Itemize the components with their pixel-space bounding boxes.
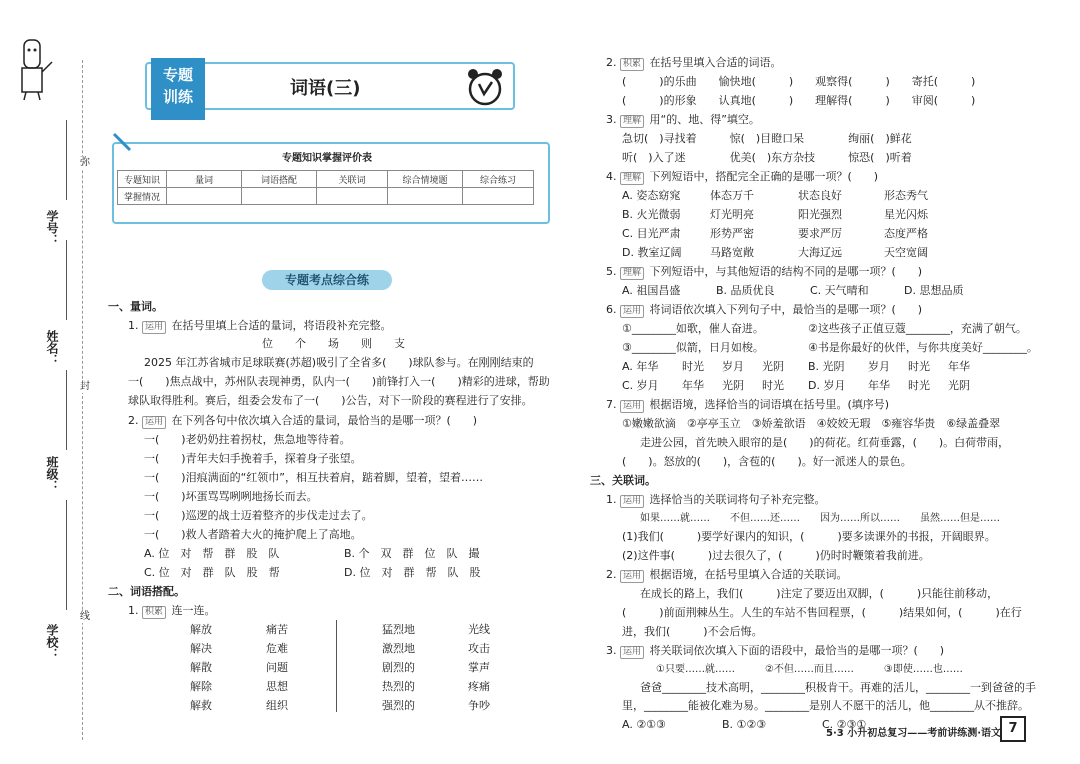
s2-q1 <box>128 604 216 619</box>
s1-q1-line: 2025 年江苏省城市足球联赛(苏超)吸引了全省多( )球队参与。在刚刚结束的 <box>144 356 534 369</box>
page-number: 7 <box>1000 716 1026 742</box>
q-num: 1. <box>606 493 617 506</box>
student-id-field[interactable] <box>66 120 67 200</box>
footer-text: 5·3 小升初总复习——考前讲练测·语文 <box>826 728 1001 739</box>
s2-q4 <box>606 170 878 185</box>
s2-q7 <box>606 398 889 413</box>
opt-cell: 光阴 <box>722 379 744 392</box>
eval-cell: 综合练习 <box>463 171 534 188</box>
q-tag: 运用 <box>142 416 166 429</box>
s2-q2-line: ( )的形象 认真地( ) 理解得( ) 审阅( ) <box>622 94 976 107</box>
match-word[interactable]: 危难 <box>266 642 288 655</box>
opt-cell: A. 姿态窈窕 <box>622 189 681 202</box>
s2-q2-line: ( )的乐曲 愉快地( ) 观察得( ) 寄托( ) <box>622 75 976 88</box>
q-text: 连一连。 <box>171 604 216 617</box>
option-a[interactable]: A. 祖国昌盛 <box>622 284 681 297</box>
opt-cell: 形势严密 <box>710 227 754 240</box>
s2-q3-line: 急切( )寻找着 惊( )目瞪口呆 绚丽( )鲜花 <box>622 132 912 145</box>
option-a[interactable]: A. ②①③ <box>622 718 666 731</box>
eval-cell: 掌握情况 <box>118 188 167 205</box>
match-word[interactable]: 猛烈地 <box>382 623 415 636</box>
q-num: 1. <box>128 604 139 617</box>
opt-cell: 光阴 <box>762 360 784 373</box>
eval-table-title: 专题知识掌握评价表 <box>282 153 372 164</box>
badge-line1: 专题 <box>162 66 193 84</box>
eval-cell: 专题知识 <box>118 171 167 188</box>
s1-q1-words: 位 个 场 则 支 <box>262 337 405 350</box>
match-word[interactable]: 解决 <box>190 642 212 655</box>
match-word[interactable]: 光线 <box>468 623 490 636</box>
s2-q7-line: ( )。怒放的( )，含苞的( )。好一派迷人的景色。 <box>622 455 912 468</box>
q-text: 在括号里填入合适的词语。 <box>649 56 782 69</box>
opt-cell: 大海辽远 <box>798 246 842 259</box>
q-tag: 理解 <box>620 115 644 128</box>
option-d[interactable] <box>808 379 970 393</box>
s2-q5-options <box>622 284 963 298</box>
school-label: 学校： <box>45 624 59 660</box>
s2-q2 <box>606 56 782 71</box>
opt-cell: 时光 <box>682 360 704 373</box>
opt-cell: 阳光强烈 <box>798 208 842 221</box>
q-num: 7. <box>606 398 617 411</box>
mascot-icon <box>14 36 54 102</box>
opt-cell: 状态良好 <box>798 189 842 202</box>
s1-q2-line: 一( )青年夫妇手挽着手，探着身子张望。 <box>144 452 362 465</box>
opt-cell: 年华 <box>868 379 890 392</box>
eval-input[interactable] <box>242 188 317 205</box>
q-text: 根据语境，选择恰当的词语填在括号里。(填序号) <box>649 398 890 411</box>
q-num: 3. <box>606 113 617 126</box>
q-tag: 运用 <box>620 495 644 508</box>
s3-q1 <box>606 493 826 508</box>
opt-cell: 年华 <box>682 379 704 392</box>
opt-cell: 天空宽阔 <box>884 246 928 259</box>
option-c[interactable]: C. 天气晴和 <box>810 284 869 297</box>
q-tag: 积累 <box>620 58 644 71</box>
eval-input[interactable] <box>463 188 534 205</box>
student-id-label: 学号： <box>45 210 59 246</box>
option-b[interactable]: B. ①②③ <box>722 718 767 731</box>
q-text: 选择恰当的关联词将句子补充完整。 <box>649 493 826 506</box>
q-tag: 理解 <box>620 172 644 185</box>
opt-cell: D. 教室辽阔 <box>622 246 682 259</box>
match-word[interactable]: 解散 <box>190 661 212 674</box>
opt-cell: C. 岁月 <box>622 379 659 392</box>
s2-q6-sentence: ④书是你最好的伙伴，与你共度美好________。 <box>808 341 1038 354</box>
name-field[interactable] <box>66 240 67 320</box>
q-num: 2. <box>128 414 139 427</box>
match-word[interactable]: 热烈的 <box>382 680 415 693</box>
eval-cell: 关联词 <box>317 171 388 188</box>
opt-cell: 体态万千 <box>710 189 754 202</box>
match-word[interactable]: 问题 <box>266 661 288 674</box>
match-word[interactable]: 解放 <box>190 623 212 636</box>
s3-q3-line: 爸爸________技术高明，________积极肯干。再难的活儿，________一到爸爸的手 <box>640 681 1036 694</box>
s3-heading: 三、关联词。 <box>590 474 656 487</box>
match-word[interactable]: 掌声 <box>468 661 490 674</box>
s2-q3-line: 听( )入了迷 优美( )东方杂技 惊恐( )听着 <box>622 151 912 164</box>
match-divider <box>336 620 337 712</box>
match-word[interactable]: 解除 <box>190 680 212 693</box>
match-word[interactable]: 强烈的 <box>382 699 415 712</box>
opt-cell: C. 目光严肃 <box>622 227 681 240</box>
match-word[interactable]: 组织 <box>266 699 288 712</box>
opt-cell: 态度严格 <box>884 227 928 240</box>
s3-q2-line: ( )前面荆棘丛生。人生的车站不售回程票，( )结果如何，( )在行 <box>622 606 1022 619</box>
margin-mi: 弥 <box>80 157 90 168</box>
q-text: 根据语境，在括号里填入合适的关联词。 <box>649 568 848 581</box>
eval-input[interactable] <box>388 188 463 205</box>
eval-table <box>117 170 534 205</box>
match-word[interactable]: 争吵 <box>468 699 490 712</box>
class-field[interactable] <box>66 370 67 450</box>
class-label: 班级： <box>45 456 59 492</box>
s2-q6-sentence: ①________如歌，催人奋进。 <box>622 322 764 335</box>
opt-cell: 灯光明亮 <box>710 208 754 221</box>
opt-cell: 时光 <box>908 379 930 392</box>
opt-cell: 光阴 <box>948 379 970 392</box>
s1-q2-line: 一( )老奶奶拄着拐杖，焦急地等待着。 <box>144 433 351 446</box>
s3-q1-words: 如果……就…… 不但……还…… 因为……所以…… 虽然……但是…… <box>640 513 1000 524</box>
s2-q6-sentence: ③________似箭，日月如梭。 <box>622 341 764 354</box>
q-tag: 运用 <box>620 400 644 413</box>
option-a[interactable]: A. 位 对 帮 群 股 队 <box>144 547 280 560</box>
opt-cell: 岁月 <box>868 360 890 373</box>
section-banner: 专题考点综合练 <box>262 270 392 290</box>
q-tag: 运用 <box>620 570 644 583</box>
option-a[interactable] <box>622 189 928 203</box>
school-field[interactable] <box>66 500 67 610</box>
q-text: 在下列各句中依次填入合适的量词，最恰当的是哪一项？( ) <box>171 414 478 427</box>
q-tag: 运用 <box>620 646 644 659</box>
s1-q2 <box>128 414 477 429</box>
q-num: 5. <box>606 265 617 278</box>
alarm-clock-icon <box>464 66 506 112</box>
opt-cell: 时光 <box>908 360 930 373</box>
option-d[interactable] <box>622 246 928 260</box>
option-b[interactable]: B. 品质优良 <box>716 284 775 297</box>
option-c[interactable] <box>622 379 784 393</box>
option-d[interactable]: D. 位 对 群 帮 队 股 <box>344 566 481 579</box>
page-title: 词语(三) <box>290 78 361 99</box>
opt-cell: 时光 <box>762 379 784 392</box>
match-word[interactable]: 思想 <box>266 680 288 693</box>
option-a[interactable] <box>622 360 784 374</box>
opt-cell: 年华 <box>948 360 970 373</box>
q-num: 2. <box>606 56 617 69</box>
opt-cell: D. 岁月 <box>808 379 846 392</box>
match-word[interactable]: 攻击 <box>468 642 490 655</box>
match-word[interactable]: 痛苦 <box>266 623 288 636</box>
q-text: 将关联词依次填入下面的语段中，最恰当的是哪一项？( ) <box>649 644 945 657</box>
s1-q2-line: 一( )巡逻的战士迈着整齐的步伐走过去了。 <box>144 509 373 522</box>
q-num: 4. <box>606 170 617 183</box>
s1-q1 <box>128 319 392 334</box>
opt-cell: 形态秀气 <box>884 189 928 202</box>
eval-cell: 量词 <box>167 171 242 188</box>
q-tag: 理解 <box>620 267 644 280</box>
s1-heading: 一、量词。 <box>108 300 163 313</box>
q-num: 2. <box>606 568 617 581</box>
s2-q6 <box>606 303 922 318</box>
s3-q1-line: (2)这件事( )过去很久了，( )仍时时鞭策着我前进。 <box>622 549 930 562</box>
option-c[interactable]: C. 位 对 群 队 股 帮 <box>144 566 280 579</box>
s3-q3-line: 里，________能被化难为易。________是别人不愿干的活儿，他________从不推辞。 <box>622 699 1029 712</box>
q-num: 1. <box>128 319 139 332</box>
opt-cell: 星光闪烁 <box>884 208 928 221</box>
s1-q2-line: 一( )坏蛋骂骂咧咧地扬长而去。 <box>144 490 318 503</box>
q-text: 用“的、地、得”填空。 <box>649 113 760 126</box>
opt-cell: B. 火光微弱 <box>622 208 681 221</box>
q-text: 下列短语中，与其他短语的结构不同的是哪一项？( ) <box>649 265 923 278</box>
s3-q2-line: 进，我们( )不会后悔。 <box>622 625 763 638</box>
s3-q1-line: (1)我们( )要学好课内的知识，( )要多读课外的书报，开阔眼界。 <box>622 530 996 543</box>
s1-q1-line: 球队取得胜利。赛后，组委会发布了一( )公告，对下一阶段的赛程进行了安排。 <box>128 394 533 407</box>
q-text: 下列短语中，搭配完全正确的是哪一项？( ) <box>649 170 879 183</box>
eval-input[interactable] <box>317 188 388 205</box>
option-b[interactable] <box>622 208 928 222</box>
s1-q2-line: 一( )救人者踏着大火的掩护爬上了高地。 <box>144 528 362 541</box>
name-label: 姓名： <box>45 330 59 366</box>
match-word[interactable]: 疼痛 <box>468 680 490 693</box>
q-tag: 运用 <box>620 305 644 318</box>
match-word[interactable]: 激烈地 <box>382 642 415 655</box>
s2-heading: 二、词语搭配。 <box>108 585 185 598</box>
opt-cell: 要求严厉 <box>798 227 842 240</box>
badge-line2: 训练 <box>162 88 193 106</box>
margin-xian: 线 <box>80 611 90 622</box>
option-d[interactable]: D. 思想品质 <box>904 284 964 297</box>
option-b[interactable]: B. 个 双 群 位 队 撮 <box>344 547 480 560</box>
opt-cell: A. 年华 <box>622 360 659 373</box>
match-word[interactable]: 剧烈的 <box>382 661 415 674</box>
q-text: 将词语依次填入下列句子中，最恰当的是哪一项？( ) <box>649 303 923 316</box>
option-c[interactable] <box>622 227 928 241</box>
s2-q7-choices: ①嫩嫩欲滴 ②亭亭玉立 ③娇羞欲语 ④姣姣无瑕 ⑤雍容华贵 ⑥绿盖叠翠 <box>622 417 1001 430</box>
pin-icon <box>112 132 134 158</box>
s1-q2-line: 一( )泪痕满面的“红领巾”，相互扶着肩，踮着脚，望着，望着…… <box>144 471 483 484</box>
q-text: 在括号里填上合适的量词，将语段补充完整。 <box>171 319 392 332</box>
s2-q3 <box>606 113 760 128</box>
eval-input[interactable] <box>167 188 242 205</box>
opt-cell: 马路宽敞 <box>710 246 754 259</box>
option-b[interactable] <box>808 360 970 374</box>
q-num: 6. <box>606 303 617 316</box>
s3-q2-line: 在成长的路上，我们( )注定了要迈出双脚，( )只能往前移动， <box>640 587 999 600</box>
s2-q7-line: 走进公园，首先映入眼帘的是( )的荷花。红荷垂露，( )。白荷带雨， <box>640 436 1010 449</box>
eval-cell: 词语搭配 <box>242 171 317 188</box>
s2-q6-sentence: ②这些孩子正值豆蔻________，充满了朝气。 <box>808 322 1027 335</box>
eval-cell: 综合情境题 <box>388 171 463 188</box>
s2-q5 <box>606 265 922 280</box>
s3-q3-words: ①只要……就…… ②不但……而且…… ③即使……也…… <box>656 664 963 675</box>
q-tag: 运用 <box>142 321 166 334</box>
option-c[interactable]: C. ②③① <box>822 718 867 731</box>
opt-cell: 岁月 <box>722 360 744 373</box>
margin-feng: 封 <box>80 381 90 392</box>
s3-q3 <box>606 644 944 659</box>
topic-badge <box>151 58 205 120</box>
opt-cell: B. 光阴 <box>808 360 845 373</box>
s3-q2 <box>606 568 848 583</box>
q-tag: 积累 <box>142 606 166 619</box>
q-num: 3. <box>606 644 617 657</box>
match-word[interactable]: 解救 <box>190 699 212 712</box>
s1-q1-line: 一( )焦点战中，苏州队表现神勇，队内一( )前锋打入一( )精彩的进球，帮助 <box>128 375 550 388</box>
